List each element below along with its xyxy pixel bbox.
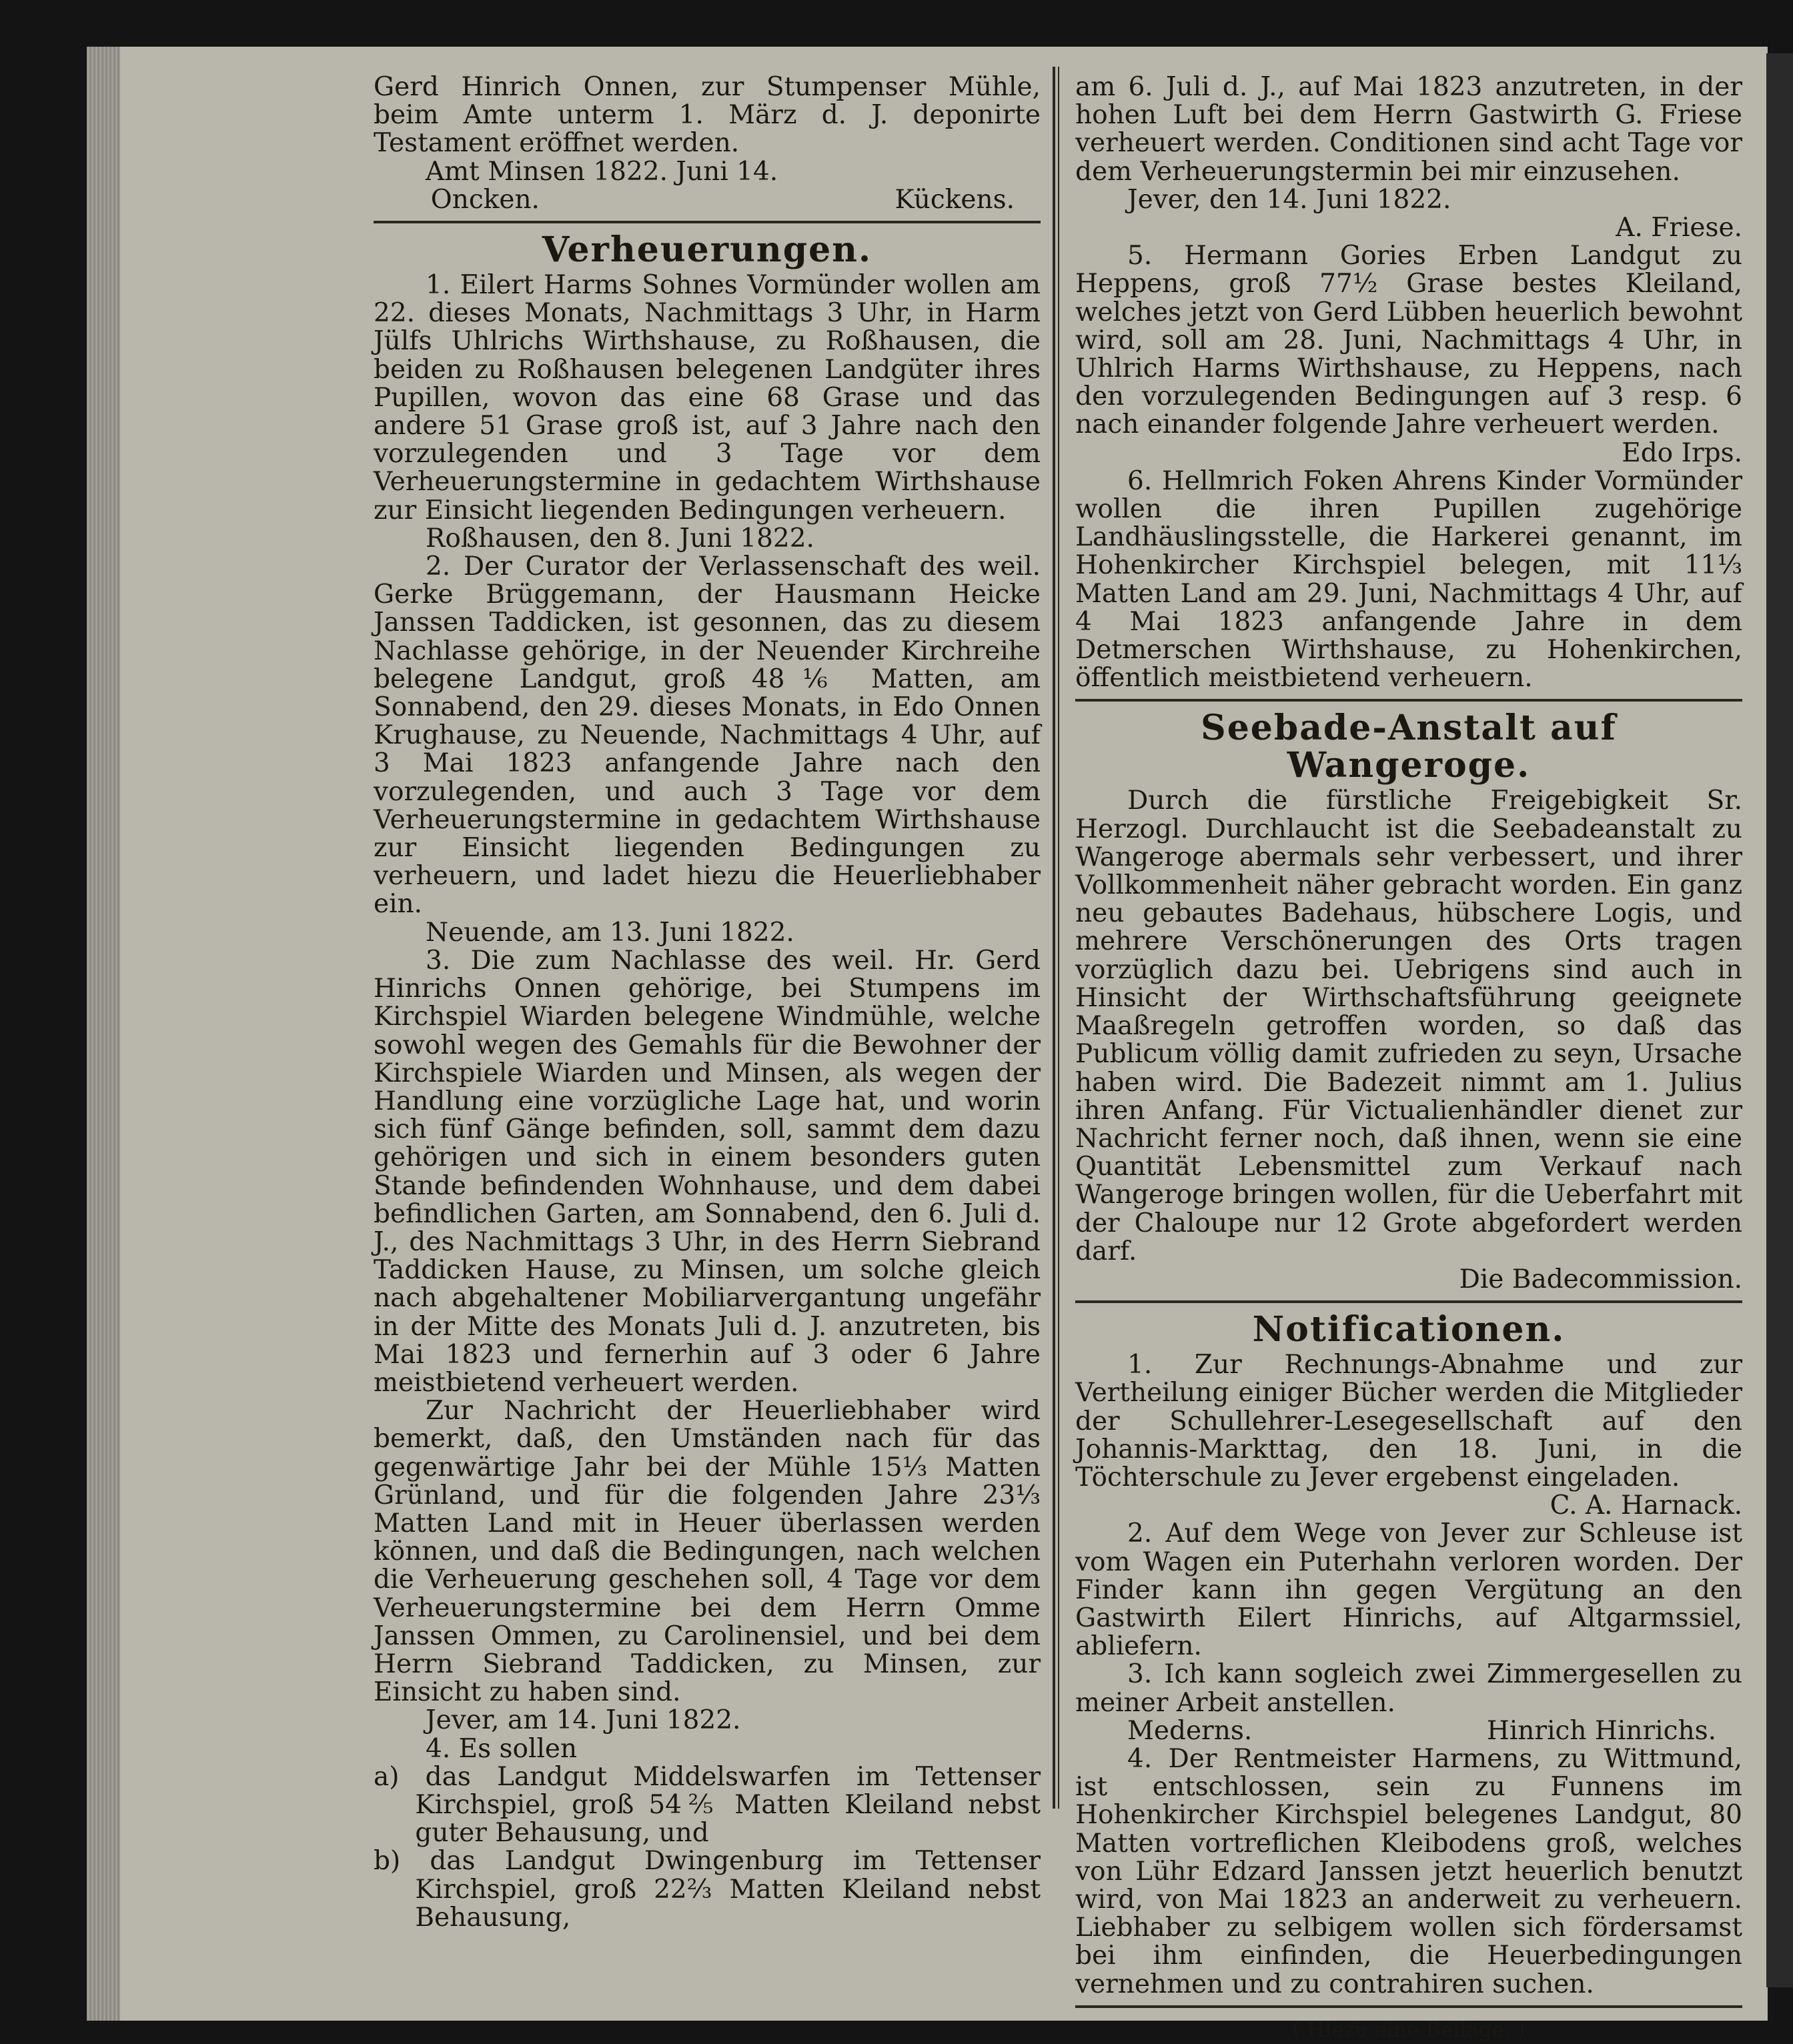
binding-shadow: [1766, 53, 1793, 1987]
section-rule-3: [1075, 1300, 1742, 1303]
signature-badecommission: Die Badecommission.: [1459, 1264, 1742, 1294]
notice-1: 1. Eilert Harms Sohnes Vormünder wollen am 22. dieses Monats, Nachmittags 3 Uhr, in Harm Jülfs Uhlrichs Wirthshause, zu Roßhausen, die beiden zu Roßhausen belegenen Landgüter ihres Pupillen, wovon das eine 68 Grase und das andere 51 Grase groß ist, auf 3 Jahre nach den vorzulegenden und 3 Tage vor dem Verheuerungstermine in gedachtem Wirthshause zur Einsicht liegenden Bedingungen verheuern.: [374, 270, 1041, 526]
signature-friese: A. Friese.: [1616, 213, 1742, 243]
notice-1-place: Roßhausen, den 8. Juni 1822.: [426, 523, 814, 554]
continuation-text: am 6. Juli d. J., auf Mai 1823 anzutreten, in der hohen Luft bei dem Herrn Gastwirth G. Friese verheuert werden. Conditionen sind acht Tage vor dem Verheuerungstermin bei mir einzusehen.: [1075, 72, 1742, 187]
page-edges: [87, 47, 120, 2021]
top-place: Amt Minsen 1822. Juni 14.: [426, 156, 778, 187]
notification-1: 1. Zur Rechnungs-Abnahme und zur Vertheilung einiger Bücher werden die Mitglieder der Schullehrer-Lesegesellschaft auf den Johannis-Markttag, den 18. Juni, in die Töchterschule zu Jever ergebenst eingeladen.: [1075, 1350, 1742, 1492]
notification-3-place: Mederns.: [1127, 1715, 1253, 1746]
right-column: [1075, 73, 1742, 2044]
top-text: Gerd Hinrich Onnen, zur Stumpenser Mühle, beim Amte unterm 1. März d. J. deponirte Testament eröffnet werden.: [374, 72, 1041, 159]
notice-6: 6. Hellmrich Foken Ahrens Kinder Vormünder wollen die ihren Pupillen zugehörige Landhäuslingsstelle, die Harkerei genannt, im Hohenkircher Kirchspiel belegen, mit 11⅓ Matten Land am 29. Juni, Nachmittags 4 Uhr, auf 4 Mai 1823 anfangende Jahre in dem Detmerschen Wirthshause, zu Hohenkirchen, öffentlich meistbietend verheuern.: [1075, 465, 1742, 694]
notice-3-remark: Zur Nachricht der Heuerliebhaber wird bemerkt, daß, den Umständen nach für das gegenwärtige Jahr bei der Mühle 15⅓ Matten Grünland, und für die folgenden Jahre 23⅓ Matten Land mit in Heuer überlassen werden können, und daß die Bedingungen, nach welchen die Verheuerung geschehen soll, 4 Tage vor dem Verheuerungstermine bei dem Herrn Omme Janssen Ommen, zu Carolinensiel, und bei dem Herrn Siebrand Taddicken, zu Minsen, zur Einsicht zu haben sind.: [374, 1396, 1041, 1708]
signature-irps: Edo Irps.: [1622, 437, 1742, 468]
section-rule: [374, 221, 1041, 223]
notice-5: 5. Hermann Gories Erben Landgut zu Heppens, groß 77½ Grase bestes Kleiland, welches jetzt von Gerd Lübben heuerlich bewohnt wird, soll am 28. Juni, Nachmittags 4 Uhr, in Uhlrich Harms Wirthshause, zu Heppens, nach den vorzulegenden Bedingungen auf 3 resp. 6 nach einander folgende Jahre verheuert werden.: [1075, 241, 1742, 440]
section-heading-verheuerungen: Verheuerungen.: [542, 229, 872, 271]
notice-3: 3. Die zum Nachlasse des weil. Hr. Gerd Hinrichs Onnen gehörige, bei Stumpens im Kirchspiel Wiarden belegene Windmühle, welche sowohl wegen des Gemahls für die Bewohner der Kirchspiele Wiarden und Minsen, als wegen der Handlung eine vorzügliche Lage hat, und worin sich fünf Gänge befinden, soll, sammt dem dazu gehörigen und sich in einem besonders guten Stande befindenden Wohnhause, und dem dabei befindlichen Garten, am Sonnabend, den 6. Juli d. J., des Nachmittags 3 Uhr, in des Herrn Siebrand Taddicken Hause, zu Minsen, um solche gleich nach abgehaltener Mobiliarvergantung ungefähr in der Mitte des Monats Juli d. J. anzutreten, bis Mai 1823 und fernerhin auf 3 oder 6 Jahre meistbietend verheuert werden.: [374, 945, 1041, 1398]
notice-2: 2. Der Curator der Verlassenschaft des weil. Gerke Brüggemann, der Hausmann Heicke Janssen Taddicken, ist gesonnen, das zu diesem Nachlasse gehörige, in der Neuender Kirchreihe belegene Landgut, groß 48⅙ Matten, am Sonnabend, den 29. dieses Monats, in Edo Onnen Krughause, zu Neuende, Nachmittags 4 Uhr, auf 3 Mai 1823 anfangende Jahre nach den vorzulegenden, und auch 3 Tage vor dem Verheuerungstermine in gedachtem Wirthshause zur Einsicht liegenden Bedingungen zu verheuern, und ladet hiezu die Heuerliebhaber ein.: [374, 552, 1041, 920]
notice-4: 4. Es sollen: [426, 1733, 578, 1764]
column-divider: [1053, 67, 1055, 1809]
section-heading-notificationen: Notificationen.: [1252, 1309, 1566, 1350]
notice-2-place: Neuende, am 13. Juni 1822.: [426, 917, 794, 948]
section-rule-2: [1075, 699, 1742, 702]
signature-hinrichs: Hinrich Hinrichs.: [1486, 1715, 1716, 1746]
signature-oncken: Oncken.: [430, 184, 540, 215]
left-column: [374, 73, 1041, 1932]
notice-3-place: Jever, am 14. Juni 1822.: [426, 1705, 741, 1736]
section-heading-seebade: Seebade-Anstalt auf Wangeroge.: [1201, 708, 1617, 786]
section-rule-4: [1075, 2005, 1742, 2008]
top-signatures: [374, 186, 1041, 214]
supplement-note: ( Hiezu eine Beilage. ): [1292, 2017, 1526, 2042]
signature-harnack: C. A. Harnack.: [1550, 1490, 1742, 1521]
column-divider-inner: [1058, 67, 1059, 1809]
notification-4: 4. Der Rentmeister Harmens, zu Wittmund, ist entschlossen, sein zu Funnens im Hohenkircher Kirchspiel belegenes Landgut, 80 Matten vortreflichen Kleibodens groß, welches von Lühr Edzard Janssen jetzt heuerlich benutzt wird, von Mai 1823 an anderweit zu verheuern. Liebhaber zu selbigem wollen sich fördersamst bei ihm einfinden, die Heuerbedingungen vernehmen und zu contrahiren suchen.: [1075, 1743, 1742, 1999]
continuation-place: Jever, den 14. Juni 1822.: [1127, 184, 1451, 215]
notice-4-item-a: a) das Landgut Middelswarfen im Tettenser Kirchspiel, groß 54⅖ Matten Kleiland nebst guter Behausung, und: [374, 1761, 1041, 1849]
notification-3: 3. Ich kann sogleich zwei Zimmergesellen zu meiner Arbeit anstellen.: [1075, 1659, 1742, 1718]
signature-kueckens: Kückens.: [894, 184, 1015, 215]
seebade-text: Durch die fürstliche Freigebigkeit Sr. Herzogl. Durchlaucht ist die Seebadeanstalt zu Wangeroge abermals sehr verbessert, und ihrer Vollkommenheit näher gebracht worden. Ein ganz neu gebautes Badehaus, hübschere Logis, und mehrere Verschönerungen des Orts tragen vorzüglich dazu bei. Uebrigens sind auch in Hinsicht der Wirthschaftsführung geeignete Maaßregeln getroffen worden, so daß das Publicum völlig damit zufrieden zu seyn, Ursache haben wird. Die Badezeit nimmt am 1. Julius ihren Anfang. Für Victualienhändler dienet zur Nachricht ferner noch, daß ihnen, wenn sie eine Quantität Lebensmittel zum Verkauf nach Wangeroge bringen wollen, für die Ueberfahrt mit der Chaloupe nur 12 Grote abgefordert werden darf.: [1075, 786, 1742, 1266]
notification-3-footer: [1075, 1717, 1742, 1745]
notice-4-item-b: b) das Landgut Dwingenburg im Tettenser Kirchspiel, groß 22⅔ Matten Kleiland nebst Behausung,: [374, 1846, 1041, 1933]
notification-2: 2. Auf dem Wege von Jever zur Schleuse ist vom Wagen ein Puterhahn verloren worden. Der Finder kann ihn gegen Vergütung an den Gastwirth Eilert Hinrichs, auf Altgarmssiel, abliefern.: [1075, 1518, 1742, 1662]
